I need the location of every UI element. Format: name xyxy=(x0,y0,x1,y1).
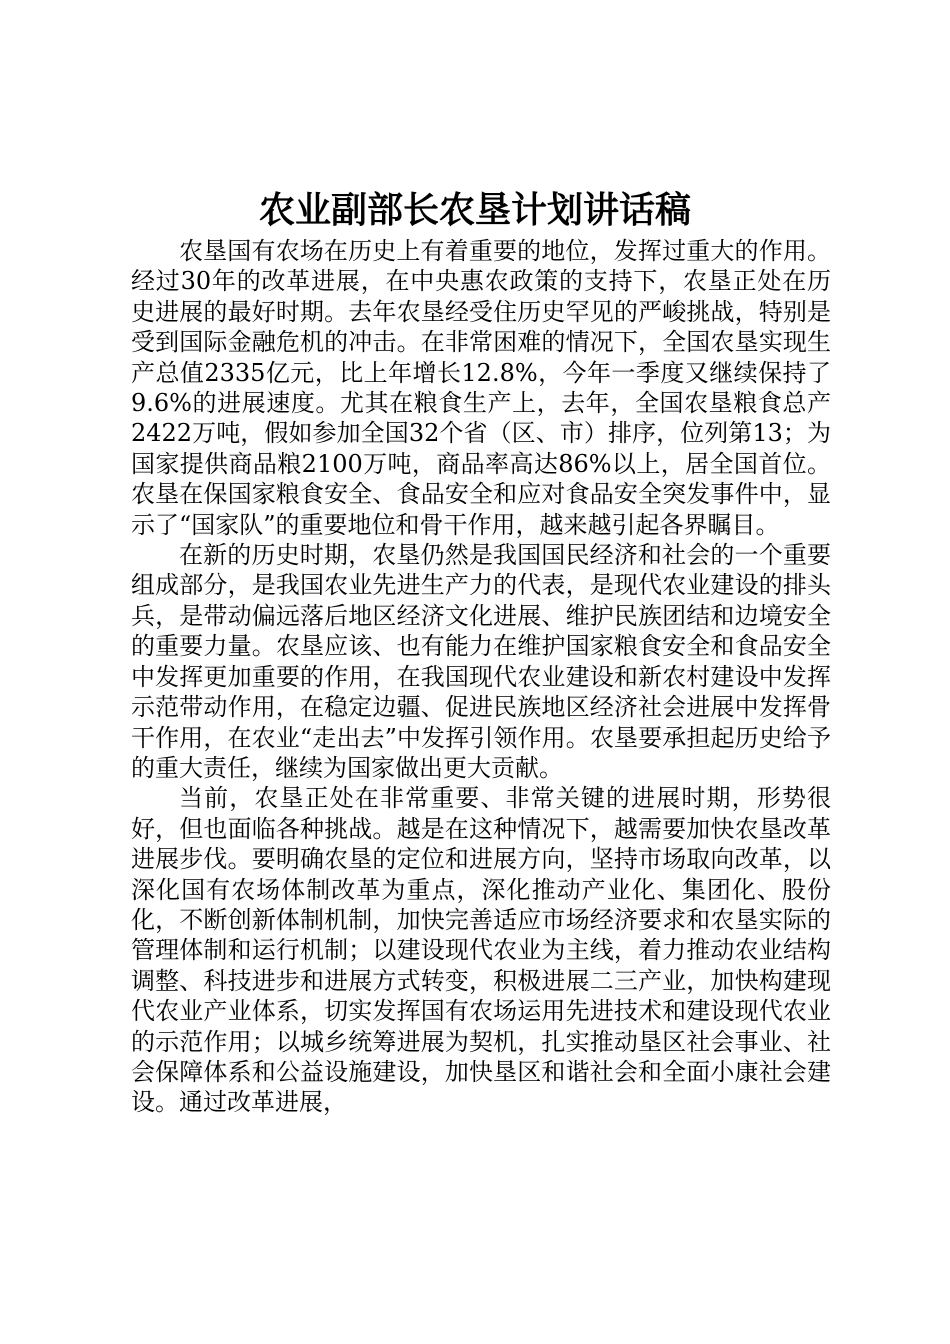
paragraph-1: 农垦国有农场在历史上有着重要的地位，发挥过重大的作用。经过30年的改革进展，在中央惠农政策的支持下，农垦正处在历史进展的最好时期。去年农垦经受住历史罕见的严峻挑战，特别是受到国际金融危机的冲击。在非常困难的情况下，全国农垦实现生产总值2335亿元，比上年增长12.8%，今年一季度又继续保持了9.6%的进展速度。尤其在粮食生产上，去年，全国农垦粮食总产2422万吨，假如参加全国32个省（区、市）排序，位列第13；为国家提供商品粮2100万吨，商品率高达86%以上，居全国首位。农垦在保国家粮食安全、食品安全和应对食品安全突发事件中，显示了“国家队”的重要地位和骨干作用，越来越引起各界瞩目。 xyxy=(131,237,831,539)
document-body xyxy=(131,236,831,1118)
paragraph-3: 当前，农垦正处在非常重要、非常关键的进展时期，形势很好，但也面临各种挑战。越是在这种情况下，越需要加快农垦改革进展步伐。要明确农垦的定位和进展方向，坚持市场取向改革，以深化国有农场体制改革为重点，深化推动产业化、集团化、股份化，不断创新体制机制，加快完善适应市场经济要求和农垦实际的管理体制和运行机制；以建设现代农业为主线，着力推动农业结构调整、科技进步和进展方式转变，积极进展二三产业，加快构建现代农业产业体系，切实发挥国有农场运用先进技术和建设现代农业的示范作用；以城乡统筹进展为契机，扎实推动垦区社会事业、社会保障体系和公益设施建设，加快垦区和谐社会和全面小康社会建设。通过改革进展， xyxy=(131,784,831,1117)
paragraph-2: 在新的历史时期，农垦仍然是我国国民经济和社会的一个重要组成部分，是我国农业先进生产力的代表，是现代农业建设的排头兵，是带动偏远落后地区经济文化进展、维护民族团结和边境安全的重要力量。农垦应该、也有能力在维护国家粮食安全和食品安全中发挥更加重要的作用，在我国现代农业建设和新农村建设中发挥示范带动作用，在稳定边疆、促进民族地区经济社会进展中发挥骨干作用，在农业“走出去”中发挥引领作用。农垦要承担起历史给予的重大责任，继续为国家做出更大贡献。 xyxy=(131,541,831,782)
document-title: 农业副部长农垦计划讲话稿 xyxy=(258,189,691,231)
